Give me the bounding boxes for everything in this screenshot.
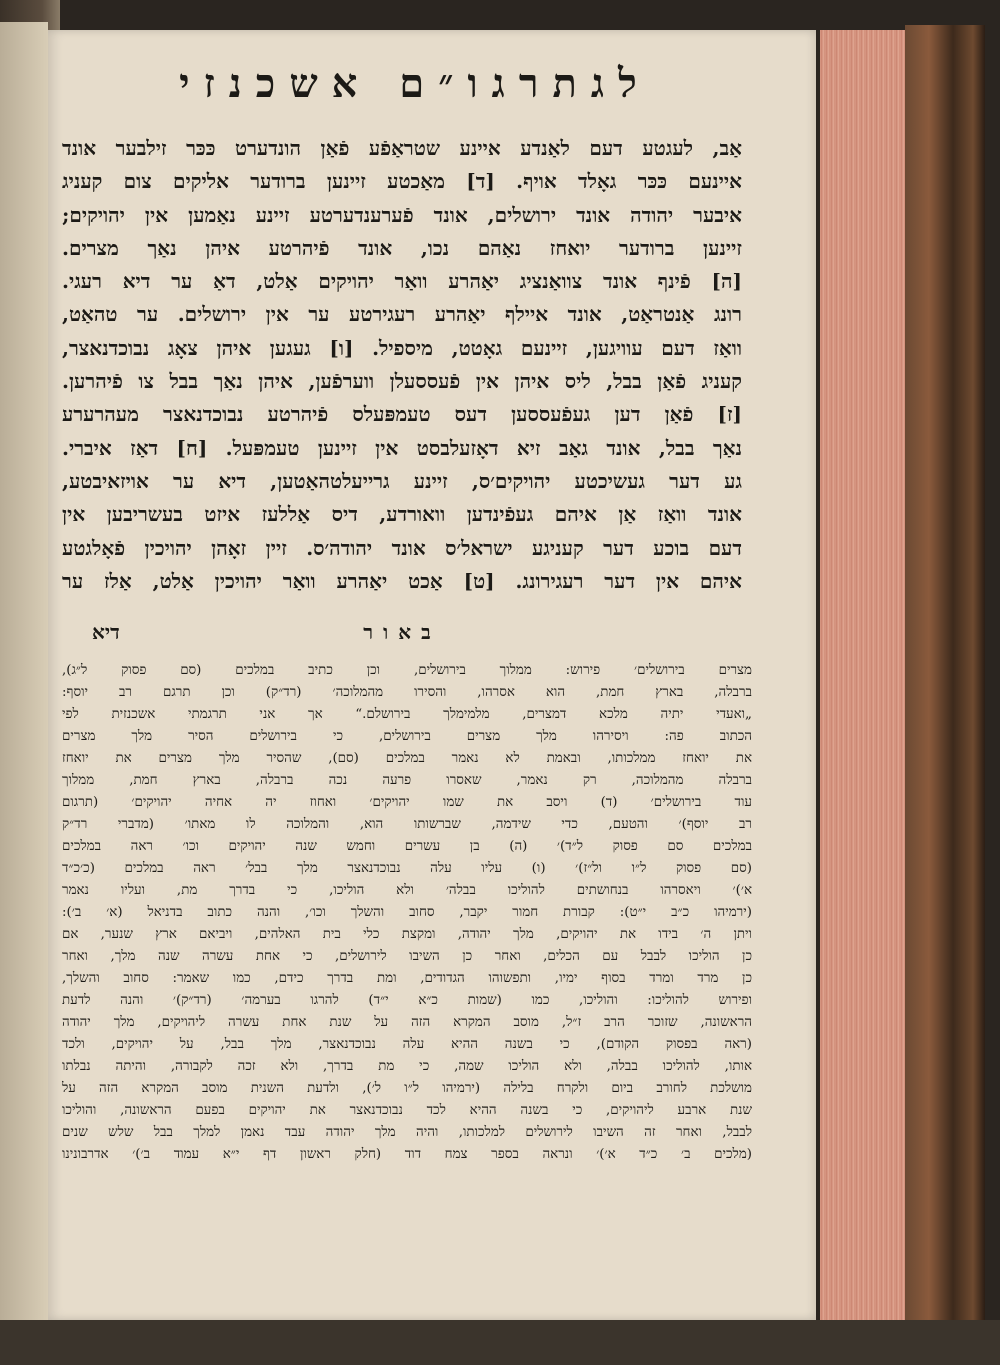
commentary-line: כן הוליכו לבבל עם הכלים, ואחר כן השיבו לירושלים, כי אחת עשרה שנה מלך, ואחר (62, 949, 752, 964)
commentary-line: „ואעדי יתיה מלכא דמצרים, מלמימלך בירושלם.“ אך אני תרגמתי אשכנזית לפי (62, 707, 752, 722)
commentary-line: את יואחז ממלכותו, ובאמת לא נאמר במלכים (סם), שהסיר מלך מצרים את יואחז (62, 751, 752, 766)
page-edges (820, 30, 910, 1325)
commentary-line: הכתוב פה: ויסירהו מלך מצרים בירושלים, כי בירושלים הסיר מלך מצרים (62, 729, 752, 744)
bottom-background (0, 1320, 1000, 1365)
main-text-line: [ה] פֿינף אונד צוואַנציג יאַהרע וואַר יהויקים אַלט, דאַ ער דיא רעגי. (62, 269, 742, 294)
previous-page-edge (0, 22, 48, 1322)
page-title: לגתרגו״ם אשכנזי (179, 60, 651, 107)
commentary-heading-row (62, 620, 742, 650)
book-cover-edge (905, 25, 985, 1325)
main-text-line: זיינען ברודער יואחז נאַהם נכו, אונד פֿיהרטע איהן נאַך מצרים. (62, 235, 742, 260)
commentary-block (62, 660, 752, 1166)
main-text-line: איהם אין דער רעגירונג. [ט] אַכט יאַהרע וואַר יהויכין אַלט, אַלז ער (62, 568, 742, 593)
main-text-line: איבער יהודה אונד ירושלים, אונד פֿערענדערטע זיינע נאַמען אין יהויקים; (62, 202, 742, 227)
commentary-line: כן מרד ומרד בסוף ימיו, ותפשוהו הגדודים, ומת בדרך כידם, כמו שאמר: סחוב והשלך, (62, 971, 752, 986)
catchword: דיא (92, 620, 120, 644)
main-text-line: רונג אַנטראַט, אונד איילף יאַהרע רעגירטע ער אין ירושלים. ער טהאַט, (62, 302, 742, 327)
commentary-line: (סם פסוק ל״ו ול״ז)׳ (ו) עליו עלה נבוכדנאצר מלך בבל׳ ראה במלכים (כ׳כ״ד (62, 861, 752, 876)
commentary-line: (ירמיהו כ״ב י״ט): קבורת חמור יקבר, סחוב והשלך וכו׳, והנה כתוב בדניאל (א׳ ב׳): (62, 905, 752, 920)
main-text-line: גע דער געשיכטע יהויקים׳ס, זיינע גרייעלטהאַטען, דיא ער אויזאיבטע, (62, 468, 742, 493)
main-text-block (62, 132, 742, 598)
commentary-line: הראשונה, שזוכר הרב ז״ל, מוסב המקרא הזה על שנת אחת עשרה ליהויקים, מלך יהודה (62, 1015, 752, 1030)
commentary-line: (מלכים ב׳ כ״ד א׳)׳ ונראה בספר צמח דוד (חלק ראשון דף י״א עמוד ב׳)׳ אדרבונינו (62, 1147, 752, 1162)
main-text-line: נאַך בבל, אונד גאַב זיא דאָזעלבסט אין זיינען טעמפּעל. [ח] דאַז איברי. (62, 435, 742, 460)
commentary-heading: באור (363, 620, 441, 644)
commentary-line: (ראה בפסוק הקודם), כי בשנה ההיא עלה נבוכדנאצר, מלך בבל, על יהויקים, ולכד (62, 1037, 752, 1052)
commentary-line: רב יוסף)׳ והטעם, כדי שידמה, שברשותו הוא, והמלוכה לו מאתו׳ (מדברי רד״ק (62, 817, 752, 832)
main-text-line: אַב, לעגטע דעם לאַנדע איינע שטראַפֿע פֿאַן הונדערט כּכּר זילבער אונד (62, 136, 742, 160)
commentary-line: ויתן ה׳ בידו את יהויקים, מלך יהודה, ומקצת כלי בית האלהים, ויביאם ארץ שנער, אם (62, 927, 752, 942)
commentary-line: שנת ארבע ליהויקים, כי בשנה ההיא לכד נבוכדנאצר את יהויקים בפעם הראשונה, והוליכו (62, 1103, 752, 1118)
main-text-line: דעם בוכע דער קעניגע ישראל׳ס אונד יהודה׳ס. זיין זאָהן יהויכין פֿאָלגטע (62, 535, 742, 560)
commentary-line: ברבלה מהמלוכה, רק נאמר, שאסרו פרעה נכה ברבלה, בארץ חמת, ממלוך (62, 773, 752, 788)
main-text-line: קעניג פֿאַן בבל, ליס איהן אין פֿעססעלן ווערפֿען, איהן נאַך בבל צו פֿיהרען. (62, 369, 742, 394)
main-text-line: [ז] פֿאַן דען געפֿעססען דעס טעמפּעלס פֿיהרטע נבוכדנאצר מעהרערע (62, 402, 742, 427)
main-text-line: וואַז דעם עוויגען, זיינעם גאָטט, מיספיל. [ו] געגען איהן צאָג נבוכדנאצר, (62, 335, 742, 360)
commentary-line: ופירוש להוליכו: והוליכו, כמו (שמות כ״א י״ד) להרגו בערמה׳ (רד״ק)׳ והנה לדעת (62, 993, 752, 1008)
commentary-line: א׳)׳ ויאסרהו בנחושתים להוליכו בבלה׳ ולא הוליכו, כי בדרך מת, ועליו נאמר (62, 883, 752, 898)
main-text-line: איינעם כּכּר גאָלד אויף. [ד] מאַכטע זיינען ברודער אליקים צום קעניג (62, 169, 742, 194)
commentary-line: מושלכת לחורב ביום ולקרח בלילה (ירמיהו ל״ו ל׳), ולדעת השנית מוסב המקרא הזה על (62, 1081, 752, 1096)
commentary-line: במלכים סם פסוק ל״ד)׳ (ה) בן עשרים וחמש שנה יהויקים וכו׳ ראה במלכים (62, 839, 752, 854)
commentary-line: אותו, להוליכו בבלה, ולא הוליכו שמה, כי מת בדרך, ולא זכה לקבורה, והיתה נבלתו (62, 1059, 752, 1074)
commentary-line: לבבל, ואחר זה השיבו לירושלים למלכותו, והיה מלך יהודה עבד נאמן למלך בבל שלש שנים (62, 1125, 752, 1140)
commentary-line: מצרים בירושלים׳ פירוש: ממלוך בירושלים, וכן כתיב במלכים (סם פסוק ל״ג), (62, 663, 752, 678)
commentary-line: עוד בירושלים׳ (ד) ויסב את שמו יהויקים׳ ואחוז יה אחיה יהויקים׳ (תרגום (62, 795, 752, 810)
commentary-line: ברבלה, בארץ חמת, הוא אסרהו, והסירו מהמלוכה׳ (רד״ק) וכן תרגם רב יוסף: (62, 685, 752, 700)
main-text-line: אונד וואַז אַן איהם געפֿינדען וואורדע, דיס אַללעז איזט בעשריבען אין (62, 502, 742, 527)
